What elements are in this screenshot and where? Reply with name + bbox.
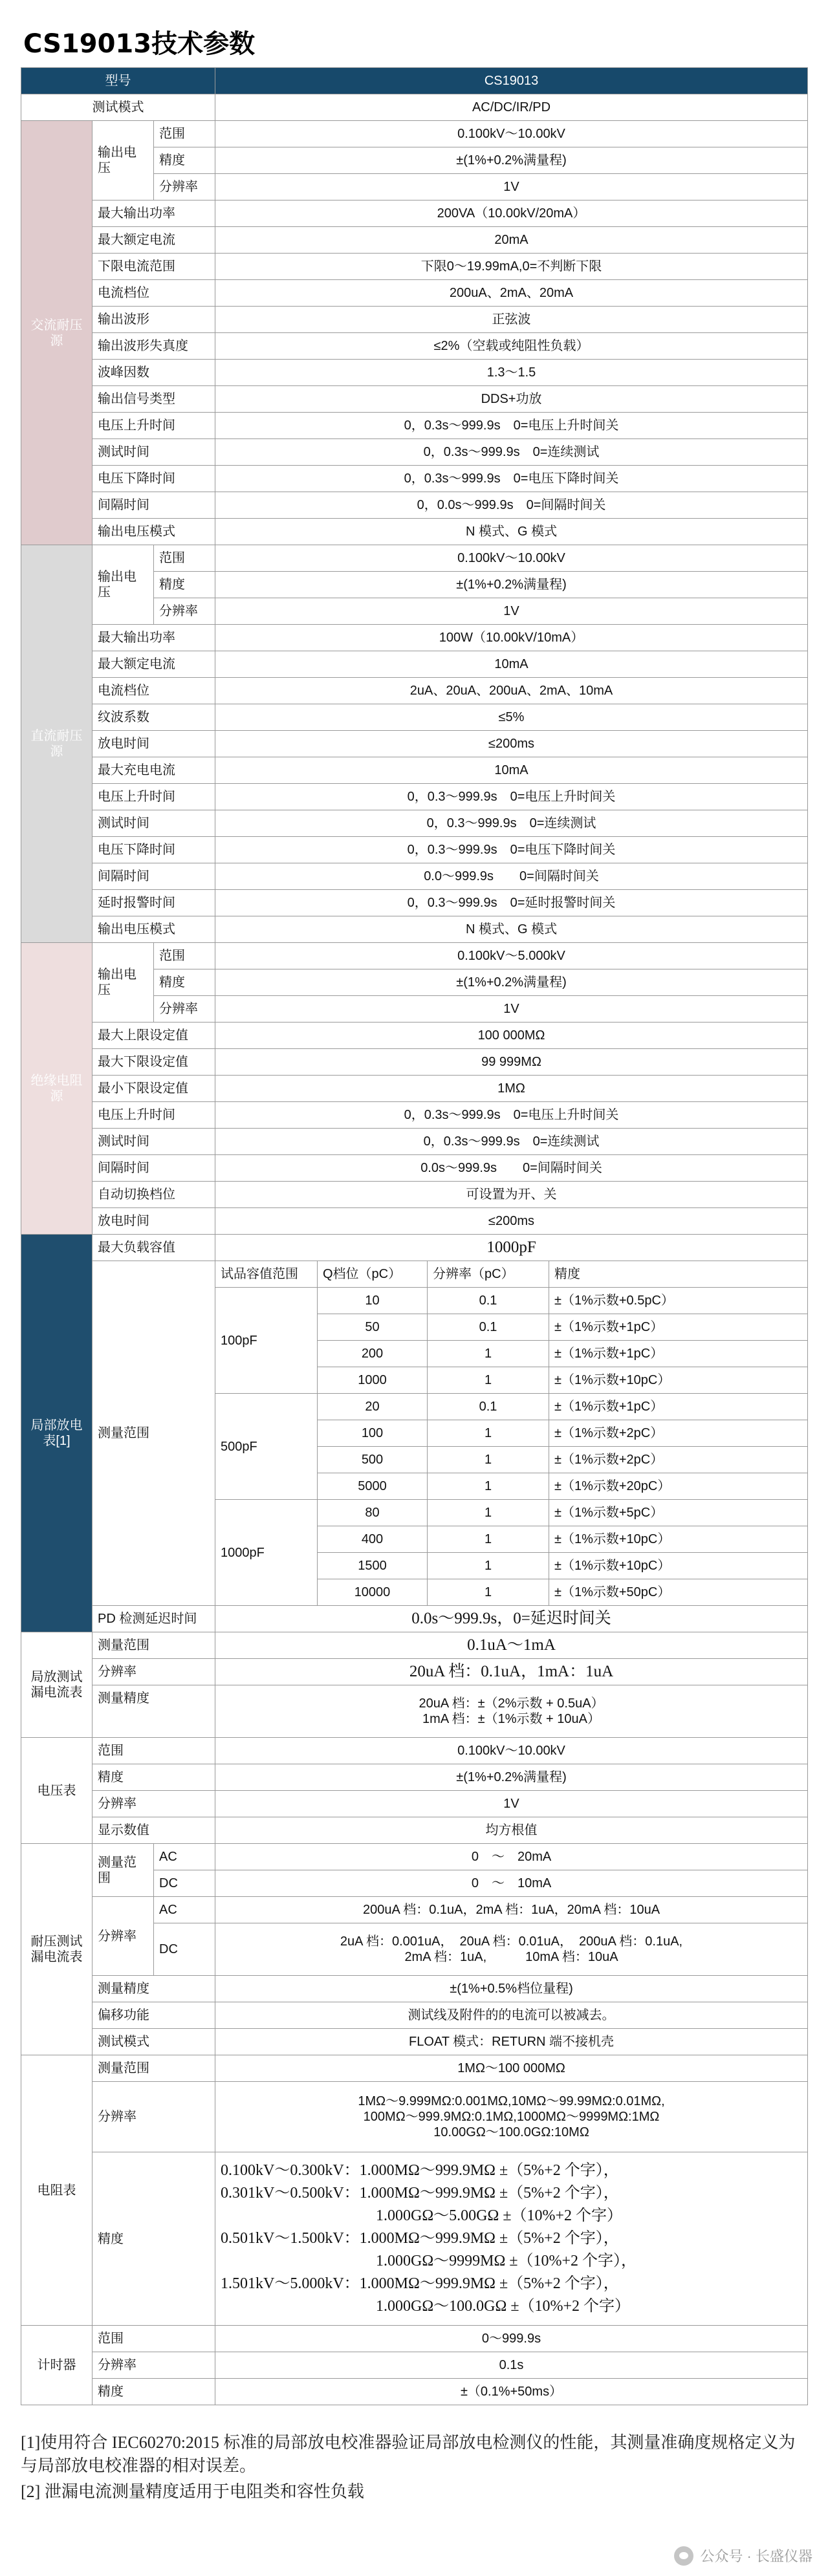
pd-q-range: 200 [318, 1341, 428, 1367]
ac-param-label: 输出波形 [93, 307, 215, 333]
rm-accuracy-line: 1.000GΩ～9999MΩ ±（10%+2 个字）， [221, 2253, 637, 2269]
wt-range-label: 测量范围 [93, 1844, 154, 1897]
wt-dc-label: DC [154, 1923, 215, 1976]
dc-param-label: 延时报警时间 [93, 890, 215, 916]
ac-row [21, 360, 808, 386]
ir-param-value: 可设置为开、关 [215, 1182, 808, 1208]
ac-param-value: 20mA [215, 227, 808, 254]
leak-resolution-label: 分辨率 [93, 1659, 215, 1685]
leak-accuracy-line: 1mA 档：±（1%示数 + 10uA） [422, 1712, 600, 1726]
dc-accuracy-label: 精度 [154, 572, 215, 598]
pd-resolution: 1 [428, 1473, 549, 1500]
timer-param-value: 0.1s [215, 2352, 808, 2379]
rm-row [21, 2082, 808, 2152]
rm-accuracy-line: 0.100kV～0.300kV：1.000MΩ～999.9MΩ ±（5%+2 个字）， [221, 2162, 619, 2179]
dc-param-label: 间隔时间 [93, 863, 215, 890]
wt-res-dc [215, 1923, 808, 1976]
pd-resolution: 1 [428, 1341, 549, 1367]
ac-accuracy-label: 精度 [154, 147, 215, 174]
wt-res-ac: 200uA 档：0.1uA，2mA 档：1uA，20mA 档：10uA [215, 1897, 808, 1923]
pd-accuracy: ±（1%示数+1pC） [549, 1314, 808, 1341]
pd-resolution: 1 [428, 1420, 549, 1447]
rm-accuracy-line: 0.501kV～1.500kV：1.000MΩ～999.9MΩ ±（5%+2 个字）， [221, 2230, 619, 2247]
timer-param-label: 精度 [93, 2379, 215, 2405]
wt-dc-label: DC [154, 1870, 215, 1897]
wt-range-ac: 0 ～ 20mA [215, 1844, 808, 1870]
pd-delay-value: 0.0s～999.9s，0=延迟时间关 [215, 1606, 808, 1632]
ir-param-label: 间隔时间 [93, 1155, 215, 1182]
ir-param-value: ≤200ms [215, 1208, 808, 1235]
ir-output-voltage-label: 输出电压 [93, 943, 154, 1023]
ac-param-label: 电压上升时间 [93, 413, 215, 439]
dc-param-value: ≤5% [215, 704, 808, 731]
wt-row [21, 2029, 808, 2055]
ac-row [21, 227, 808, 254]
pd-accuracy: ±（1%示数+20pC） [549, 1473, 808, 1500]
ac-row [21, 121, 808, 147]
wt-param-value: ±(1%+0.5%档位量程) [215, 1976, 808, 2002]
dc-row [21, 731, 808, 757]
dc-accuracy-value: ±(1%+0.2%满量程) [215, 572, 808, 598]
pd-resolution: 1 [428, 1579, 549, 1606]
ac-param-label: 测试时间 [93, 439, 215, 466]
ir-param-label: 自动切换档位 [93, 1182, 215, 1208]
ac-row [21, 519, 808, 545]
rm-accuracy-line: 1.000GΩ～5.00GΩ ±（10%+2 个字） [221, 2207, 623, 2224]
timer-param-value: 0～999.9s [215, 2326, 808, 2352]
pd-accuracy: ±（1%示数+10pC） [549, 1526, 808, 1553]
vm-param-label: 分辨率 [93, 1791, 215, 1817]
ac-param-label: 间隔时间 [93, 492, 215, 519]
dc-range-value: 0.100kV～10.00kV [215, 545, 808, 572]
pd-accuracy: ±（1%示数+50pC） [549, 1579, 808, 1606]
rm-resolution-label: 分辨率 [93, 2082, 215, 2152]
ac-section-label: 交流耐压源 [21, 121, 93, 545]
leak-accuracy-value [215, 1685, 808, 1738]
dc-param-value: 0，0.3～999.9s 0=延时报警时间关 [215, 890, 808, 916]
ac-param-value: 0，0.3s～999.9s 0=电压上升时间关 [215, 413, 808, 439]
vm-param-value: 均方根值 [215, 1817, 808, 1844]
ir-param-label: 最大上限设定值 [93, 1023, 215, 1049]
page-title: CS19013技术参数 [23, 29, 256, 59]
dc-row [21, 651, 808, 678]
rm-accuracy-line: 0.301kV～0.500kV：1.000MΩ～999.9MΩ ±（5%+2 个字）， [221, 2185, 619, 2202]
rm-resolution-line: 10.00GΩ～100.0GΩ:10MΩ [433, 2125, 589, 2139]
timer-row [21, 2326, 808, 2352]
dc-row [21, 784, 808, 810]
leak-range-value: 0.1uA～1mA [215, 1632, 808, 1659]
spec-page [21, 26, 807, 2504]
pd-q-range: 400 [318, 1526, 428, 1553]
pd-section-label: 局部放电表[1] [21, 1235, 93, 1632]
ac-param-label: 最大额定电流 [93, 227, 215, 254]
ac-param-value: 1.3～1.5 [215, 360, 808, 386]
wt-ac-label: AC [154, 1897, 215, 1923]
rm-row [21, 2055, 808, 2082]
ir-param-label: 放电时间 [93, 1208, 215, 1235]
leak-accuracy-line: 20uA 档：±（2%示数 + 0.5uA） [419, 1696, 604, 1711]
wt-param-label: 测量精度 [93, 1976, 215, 2002]
pd-q-range: 5000 [318, 1473, 428, 1500]
vm-row [21, 1738, 808, 1764]
ir-section-label: 绝缘电阻源 [21, 943, 93, 1235]
pd-accuracy: ±（1%示数+1pC） [549, 1341, 808, 1367]
wechat-icon [674, 2546, 693, 2566]
ir-range-value: 0.100kV～5.000kV [215, 943, 808, 969]
ac-row [21, 466, 808, 492]
pd-accuracy: ±（1%示数+2pC） [549, 1447, 808, 1473]
pd-delay-label: PD 检测延迟时间 [93, 1606, 215, 1632]
ir-accuracy-value: ±(1%+0.2%满量程) [215, 969, 808, 996]
ir-param-value: 0，0.3s～999.9s 0=电压上升时间关 [215, 1102, 808, 1129]
ac-row [21, 280, 808, 307]
pd-q-range: 100 [318, 1420, 428, 1447]
pd-resolution: 0.1 [428, 1288, 549, 1314]
dc-row [21, 625, 808, 651]
ir-param-value: 99 999MΩ [215, 1049, 808, 1076]
dc-output-voltage-label: 输出电压 [93, 545, 154, 625]
ir-param-value: 0.0s～999.9s 0=间隔时间关 [215, 1155, 808, 1182]
pd-max-load-label: 最大负载容值 [93, 1235, 215, 1261]
pd-q-range: 1500 [318, 1553, 428, 1579]
rm-accuracy-line: 1.000GΩ～100.0GΩ ±（10%+2 个字） [221, 2298, 631, 2315]
dc-range-label: 范围 [154, 545, 215, 572]
dc-param-value: 100W（10.00kV/10mA） [215, 625, 808, 651]
ac-accuracy-value: ±(1%+0.2%满量程) [215, 147, 808, 174]
pd-q-range: 50 [318, 1314, 428, 1341]
ac-param-label: 波峰因数 [93, 360, 215, 386]
dc-param-value: 0.0～999.9s 0=间隔时间关 [215, 863, 808, 890]
pd-resolution: 1 [428, 1447, 549, 1473]
ac-row [21, 254, 808, 280]
ac-param-value: 200VA（10.00kV/20mA） [215, 200, 808, 227]
footnotes [21, 2431, 807, 2504]
rm-range-value: 1MΩ～100 000MΩ [215, 2055, 808, 2082]
pd-resolution: 0.1 [428, 1314, 549, 1341]
ir-range-label: 范围 [154, 943, 215, 969]
vm-row [21, 1764, 808, 1791]
rm-resolution-line: 1MΩ～9.999MΩ:0.001MΩ,10MΩ～99.99MΩ:0.01MΩ, [358, 2094, 665, 2108]
dc-param-label: 电压上升时间 [93, 784, 215, 810]
ac-param-label: 最大输出功率 [93, 200, 215, 227]
pd-accuracy: ±（1%示数+1pC） [549, 1394, 808, 1420]
ac-param-value: N 模式、G 模式 [215, 519, 808, 545]
ir-param-value: 0，0.3s～999.9s 0=连续测试 [215, 1129, 808, 1155]
pd-q-range: 10 [318, 1288, 428, 1314]
dc-row [21, 704, 808, 731]
pd-measure-range-label: 测量范围 [93, 1261, 215, 1606]
pd-q-range: 10000 [318, 1579, 428, 1606]
wt-row [21, 1897, 808, 1923]
ac-param-label: 下限电流范围 [93, 254, 215, 280]
pd-resolution: 1 [428, 1526, 549, 1553]
timer-row [21, 2352, 808, 2379]
ac-range-value: 0.100kV～10.00kV [215, 121, 808, 147]
dc-param-value: 0，0.3～999.9s 0=电压上升时间关 [215, 784, 808, 810]
pd-accuracy: ±（1%示数+10pC） [549, 1367, 808, 1394]
ir-accuracy-label: 精度 [154, 969, 215, 996]
pd-sample-cap: 100pF [215, 1288, 318, 1394]
vm-row [21, 1817, 808, 1844]
pd-resolution: 1 [428, 1553, 549, 1579]
rm-resolution-value [215, 2082, 808, 2152]
timer-param-label: 范围 [93, 2326, 215, 2352]
pd-accuracy: ±（1%示数+0.5pC） [549, 1288, 808, 1314]
ac-param-label: 电压下降时间 [93, 466, 215, 492]
pd-resolution: 1 [428, 1500, 549, 1526]
wt-ac-label: AC [154, 1844, 215, 1870]
leak-section-label: 局放测试漏电流表 [21, 1632, 93, 1738]
rm-resolution-line: 100MΩ～999.9MΩ:0.1MΩ,1000MΩ～9999MΩ:1MΩ [363, 2110, 660, 2124]
pd-row [21, 1235, 808, 1261]
vm-row [21, 1791, 808, 1817]
vm-param-label: 显示数值 [93, 1817, 215, 1844]
ir-param-label: 最小下限设定值 [93, 1076, 215, 1102]
dc-section-label: 直流耐压源 [21, 545, 93, 943]
timer-section-label: 计时器 [21, 2326, 93, 2405]
leak-row [21, 1659, 808, 1685]
leak-range-label: 测量范围 [93, 1632, 215, 1659]
ir-row [21, 1102, 808, 1129]
wt-resolution-label: 分辨率 [93, 1897, 154, 1976]
ir-row [21, 1076, 808, 1102]
ac-param-label: 输出电压模式 [93, 519, 215, 545]
pd-row [21, 1606, 808, 1632]
pd-table-header [21, 1261, 808, 1288]
rm-row [21, 2152, 808, 2326]
pd-col-acc: 精度 [549, 1261, 808, 1288]
dc-row [21, 837, 808, 863]
dc-param-label: 电流档位 [93, 678, 215, 704]
rm-section-label: 电阻表 [21, 2055, 93, 2326]
ir-row [21, 1023, 808, 1049]
ir-row [21, 1049, 808, 1076]
ir-param-value: 1MΩ [215, 1076, 808, 1102]
timer-param-label: 分辨率 [93, 2352, 215, 2379]
ac-row [21, 439, 808, 466]
ir-row [21, 1155, 808, 1182]
ir-resolution-value: 1V [215, 996, 808, 1023]
dc-param-value: ≤200ms [215, 731, 808, 757]
rm-range-label: 测量范围 [93, 2055, 215, 2082]
footnote: [2] 泄漏电流测量精度适用于电阻类和容性负载 [21, 2482, 364, 2501]
dc-param-value: 10mA [215, 757, 808, 784]
ac-param-value: 0，0.3s～999.9s 0=电压下降时间关 [215, 466, 808, 492]
ac-resolution-label: 分辨率 [154, 174, 215, 200]
test-mode-value: AC/DC/IR/PD [215, 94, 808, 121]
pd-q-range: 1000 [318, 1367, 428, 1394]
wt-param-value: 测试线及附件的的电流可以被减去。 [215, 2002, 808, 2029]
ir-param-label: 电压上升时间 [93, 1102, 215, 1129]
ir-row [21, 1129, 808, 1155]
pd-q-range: 20 [318, 1394, 428, 1420]
ac-param-value: 正弦波 [215, 307, 808, 333]
dc-resolution-label: 分辨率 [154, 598, 215, 625]
ac-param-value: 下限0～19.99mA,0=不判断下限 [215, 254, 808, 280]
ac-param-label: 输出信号类型 [93, 386, 215, 413]
ac-range-label: 范围 [154, 121, 215, 147]
ir-param-label: 测试时间 [93, 1129, 215, 1155]
dc-row [21, 863, 808, 890]
vm-section-label: 电压表 [21, 1738, 93, 1844]
pd-resolution: 1 [428, 1367, 549, 1394]
pd-sample-cap: 1000pF [215, 1500, 318, 1606]
ac-row [21, 333, 808, 360]
wt-param-value: FLOAT 模式：RETURN 端不接机壳 [215, 2029, 808, 2055]
header-model: CS19013 [215, 68, 808, 94]
wt-res-dc-line: 2uA 档：0.001uA， 20uA 档：0.01uA， 200uA 档：0.1uA, [340, 1934, 683, 1949]
pd-col-q: Q档位（pC） [318, 1261, 428, 1288]
wt-res-dc-line: 2mA 档：1uA, 10mA 档：10uA [404, 1950, 618, 1964]
pd-sample-cap: 500pF [215, 1394, 318, 1500]
dc-param-label: 最大输出功率 [93, 625, 215, 651]
pd-col-sample: 试品容值范围 [215, 1261, 318, 1288]
dc-param-label: 输出电压模式 [93, 916, 215, 943]
pd-accuracy: ±（1%示数+10pC） [549, 1553, 808, 1579]
ir-resolution-label: 分辨率 [154, 996, 215, 1023]
ir-row [21, 1208, 808, 1235]
rm-accuracy-line: 1.501kV～5.000kV：1.000MΩ～999.9MΩ ±（5%+2 个字）， [221, 2275, 619, 2292]
dc-param-label: 测试时间 [93, 810, 215, 837]
ir-row [21, 943, 808, 969]
dc-param-value: 2uA、20uA、200uA、2mA、10mA [215, 678, 808, 704]
wt-row [21, 1976, 808, 2002]
dc-param-value: N 模式、G 模式 [215, 916, 808, 943]
timer-row [21, 2379, 808, 2405]
pd-col-res: 分辨率（pC） [428, 1261, 549, 1288]
vm-param-value: 0.100kV～10.00kV [215, 1738, 808, 1764]
pd-accuracy: ±（1%示数+5pC） [549, 1500, 808, 1526]
dc-row [21, 678, 808, 704]
ac-row [21, 307, 808, 333]
dc-row [21, 916, 808, 943]
ac-param-value: 0，0.0s～999.9s 0=间隔时间关 [215, 492, 808, 519]
leak-resolution-value: 20uA 档：0.1uA，1mA：1uA [215, 1659, 808, 1685]
dc-row [21, 757, 808, 784]
ac-output-voltage-label: 输出电压 [93, 121, 154, 200]
wt-param-label: 测试模式 [93, 2029, 215, 2055]
pd-max-load-value: 1000pF [215, 1235, 808, 1261]
wt-row [21, 1844, 808, 1870]
wt-range-dc: 0 ～ 10mA [215, 1870, 808, 1897]
vm-param-label: 范围 [93, 1738, 215, 1764]
ac-param-label: 电流档位 [93, 280, 215, 307]
ac-param-value: ≤2%（空载或纯阻性负载） [215, 333, 808, 360]
wt-section-label: 耐压测试漏电流表 [21, 1844, 93, 2055]
spec-table [21, 67, 808, 2405]
pd-q-range: 80 [318, 1500, 428, 1526]
wt-param-label: 偏移功能 [93, 2002, 215, 2029]
ac-row [21, 200, 808, 227]
dc-param-value: 0，0.3～999.9s 0=电压下降时间关 [215, 837, 808, 863]
pd-accuracy: ±（1%示数+2pC） [549, 1420, 808, 1447]
dc-param-label: 最大充电电流 [93, 757, 215, 784]
test-mode-row [21, 94, 808, 121]
test-mode-label: 测试模式 [21, 94, 215, 121]
wt-row [21, 2002, 808, 2029]
dc-param-label: 电压下降时间 [93, 837, 215, 863]
dc-param-label: 放电时间 [93, 731, 215, 757]
header-label: 型号 [21, 68, 215, 94]
ir-row [21, 1182, 808, 1208]
ir-param-value: 100 000MΩ [215, 1023, 808, 1049]
ac-param-value: DDS+功放 [215, 386, 808, 413]
header-row [21, 68, 808, 94]
leak-accuracy-label: 测量精度 [93, 1685, 215, 1738]
rm-accuracy-label: 精度 [93, 2152, 215, 2326]
dc-param-value: 10mA [215, 651, 808, 678]
dc-row [21, 545, 808, 572]
dc-param-value: 0，0.3～999.9s 0=连续测试 [215, 810, 808, 837]
ac-row [21, 386, 808, 413]
dc-row [21, 890, 808, 916]
leak-row [21, 1685, 808, 1738]
watermark-text: 公众号 · 长盛仪器 [700, 2548, 812, 2564]
dc-param-label: 最大额定电流 [93, 651, 215, 678]
vm-param-label: 精度 [93, 1764, 215, 1791]
leak-row [21, 1632, 808, 1659]
ac-param-value: 0，0.3s～999.9s 0=连续测试 [215, 439, 808, 466]
vm-param-value: ±(1%+0.2%满量程) [215, 1764, 808, 1791]
ac-row [21, 413, 808, 439]
dc-row [21, 810, 808, 837]
timer-param-value: ±（0.1%+50ms） [215, 2379, 808, 2405]
rm-accuracy-value [215, 2152, 808, 2326]
footnote: [1]使用符合 IEC60270:2015 标准的局部放电校准器验证局部放电检测仪的性能，其测量准确度规格定义为与局部放电校准器的相对误差。 [21, 2433, 796, 2475]
ac-resolution-value: 1V [215, 174, 808, 200]
ac-param-value: 200uA、2mA、20mA [215, 280, 808, 307]
ir-param-label: 最大下限设定值 [93, 1049, 215, 1076]
vm-param-value: 1V [215, 1791, 808, 1817]
pd-resolution: 0.1 [428, 1394, 549, 1420]
dc-param-label: 纹波系数 [93, 704, 215, 731]
dc-resolution-value: 1V [215, 598, 808, 625]
ac-row [21, 492, 808, 519]
watermark [674, 2546, 812, 2566]
ac-param-label: 输出波形失真度 [93, 333, 215, 360]
pd-q-range: 500 [318, 1447, 428, 1473]
